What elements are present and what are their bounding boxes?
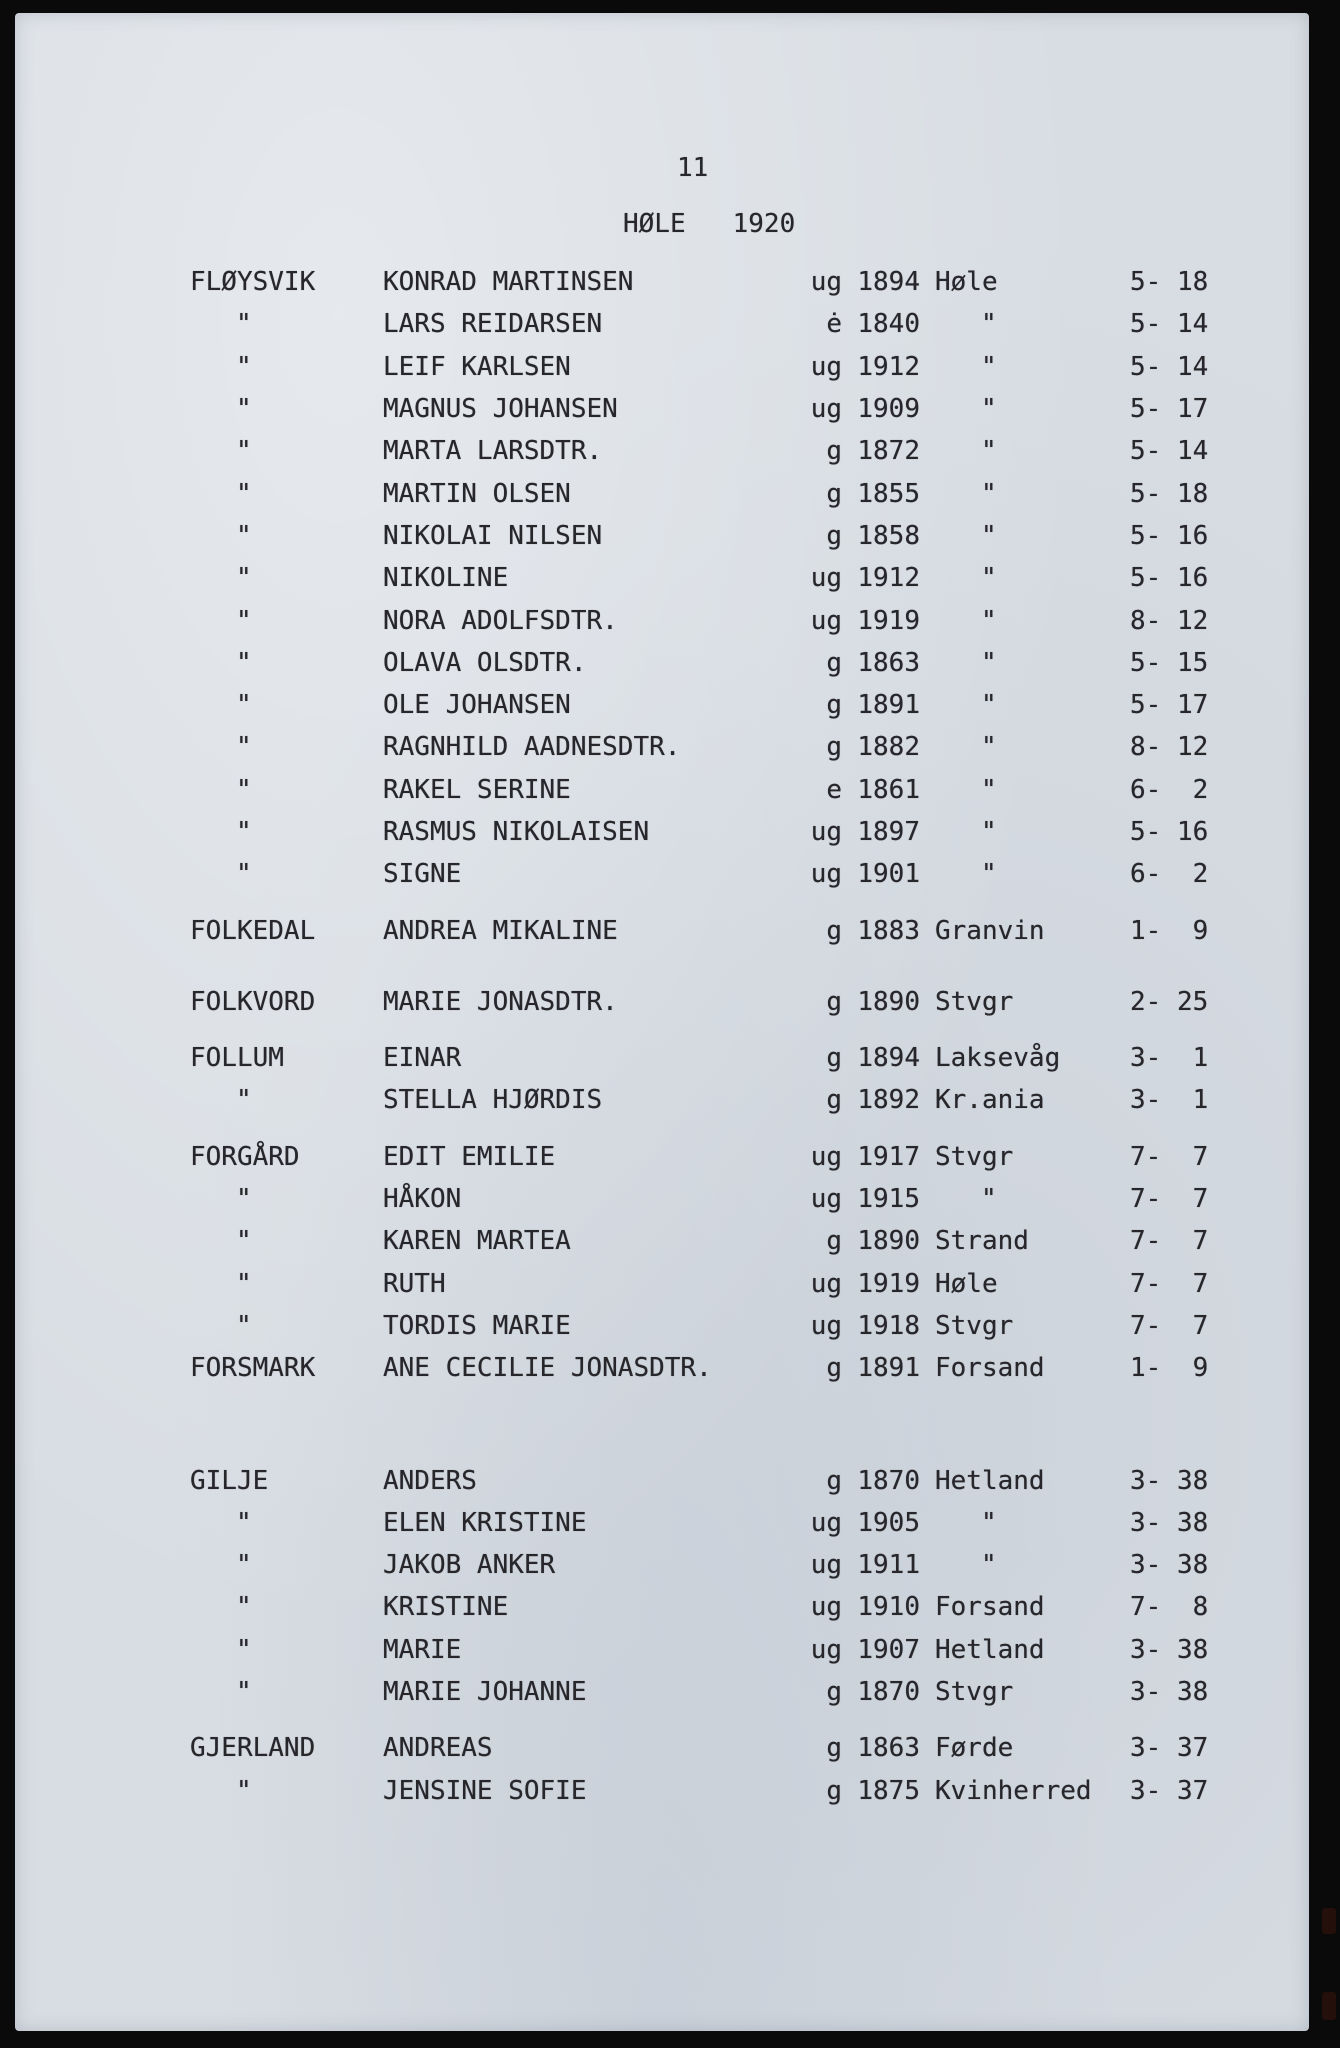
table-row (190, 1305, 1220, 1347)
reference-cell: 5- 18 (1130, 478, 1209, 509)
given-name-cell: RUTH (383, 1268, 446, 1299)
birthplace-cell: " (981, 309, 997, 340)
marital-status-cell: g (826, 1677, 842, 1708)
marital-status-cell: ug (810, 1550, 842, 1581)
reference-cell: 3- 38 (1130, 1465, 1209, 1496)
reference-cell: 3- 37 (1130, 1733, 1209, 1764)
birthplace-cell: " (981, 605, 997, 636)
reference-cell: 7- 7 (1130, 1226, 1209, 1257)
surname-cell: " (236, 1677, 252, 1708)
given-name-cell: ELEN KRISTINE (383, 1507, 587, 1538)
marital-status-cell: ug (810, 1634, 842, 1665)
birthplace-cell: Hetland (935, 1465, 1045, 1496)
given-name-cell: MARIE JONASDTR. (383, 986, 618, 1017)
surname-cell: FOLKVORD (190, 986, 316, 1017)
birth-year-cell: 1894 (857, 267, 920, 298)
birthplace-cell: " (981, 563, 997, 594)
surname-group (190, 981, 1220, 1023)
given-name-cell: ANE CECILIE JONASDTR. (383, 1353, 712, 1384)
marital-status-cell: ug (810, 1507, 842, 1538)
birthplace-cell: Forsand (935, 1353, 1045, 1384)
birth-year-cell: 1855 (857, 478, 920, 509)
surname-cell: " (236, 309, 252, 340)
birth-year-cell: 1863 (857, 647, 920, 678)
given-name-cell: LARS REIDARSEN (383, 309, 603, 340)
surname-cell: FORGÅRD (190, 1141, 300, 1172)
reference-cell: 6- 2 (1130, 859, 1209, 890)
reference-cell: 7- 7 (1130, 1268, 1209, 1299)
table-row (190, 1502, 1220, 1544)
table-row (190, 1220, 1220, 1262)
birth-year-cell: 1917 (857, 1141, 920, 1172)
birthplace-cell: " (981, 690, 997, 721)
birth-year-cell: 1890 (857, 986, 920, 1017)
birth-year-cell: 1897 (857, 817, 920, 847)
marital-status-cell: ug (810, 605, 842, 636)
birth-year-cell: 1861 (857, 774, 920, 805)
given-name-cell: MARTIN OLSEN (383, 478, 571, 509)
table-row (190, 303, 1220, 345)
marital-status-cell: g (826, 1085, 842, 1116)
reference-cell: 5- 15 (1130, 647, 1209, 678)
marital-status-cell: g (826, 520, 842, 551)
reference-cell: 8- 12 (1130, 605, 1209, 636)
marital-status-cell: ug (810, 267, 842, 298)
reference-cell: 8- 12 (1130, 732, 1209, 763)
birth-year-cell: 1911 (857, 1550, 920, 1581)
table-row (190, 1136, 1220, 1178)
given-name-cell: MARIE (383, 1634, 462, 1665)
surname-group (190, 1136, 1220, 1390)
table-row (190, 472, 1220, 514)
birthplace-cell: Kr.ania (935, 1085, 1045, 1116)
birthplace-cell: Stvgr (935, 1141, 1014, 1172)
birthplace-cell: Granvin (935, 915, 1045, 946)
given-name-cell: KAREN MARTEA (383, 1226, 571, 1257)
birthplace-cell: Stvgr (935, 1310, 1014, 1341)
marital-status-cell: g (826, 986, 842, 1017)
table-row (190, 388, 1220, 430)
surname-cell: " (236, 1184, 252, 1215)
marital-status-cell: g (826, 1465, 842, 1496)
given-name-cell: HÅKON (383, 1184, 462, 1215)
binding-mark (1322, 1992, 1336, 2020)
reference-cell: 2- 25 (1130, 986, 1209, 1017)
table-row (190, 599, 1220, 641)
reference-cell: 5- 14 (1130, 436, 1209, 467)
birthplace-cell: " (981, 774, 997, 805)
reference-cell: 7- 7 (1130, 1310, 1209, 1341)
surname-cell: " (236, 1634, 252, 1665)
table-row (190, 557, 1220, 599)
birthplace-cell: " (981, 436, 997, 467)
table-row (190, 1727, 1220, 1769)
birthplace-cell: Høle (935, 267, 998, 298)
marital-status-cell: g (826, 1226, 842, 1257)
surname-group (190, 1727, 1220, 1812)
marital-status-cell: ė (826, 309, 842, 340)
given-name-cell: STELLA HJØRDIS (383, 1085, 603, 1116)
birthplace-cell: " (981, 520, 997, 551)
surname-cell: " (236, 563, 252, 594)
birth-year-cell: 1892 (857, 1085, 920, 1116)
surname-cell: " (236, 1268, 252, 1299)
birthplace-cell: Stvgr (935, 986, 1014, 1017)
table-row (190, 1347, 1220, 1389)
marital-status-cell: ug (810, 1268, 842, 1299)
birthplace-cell: " (981, 647, 997, 678)
page-title-year: 1920 (732, 209, 796, 239)
marital-status-cell: ug (810, 351, 842, 382)
given-name-cell: ANDERS (383, 1465, 477, 1496)
marital-status-cell: g (826, 690, 842, 721)
birth-year-cell: 1858 (857, 520, 920, 551)
reference-cell: 5- 17 (1130, 394, 1209, 425)
marital-status-cell: g (826, 732, 842, 763)
reference-cell: 3- 37 (1130, 1775, 1209, 1806)
page-title (623, 211, 795, 237)
given-name-cell: RAGNHILD AADNESDTR. (383, 732, 681, 763)
surname-cell: " (236, 520, 252, 551)
table-row (190, 981, 1220, 1023)
birthplace-cell: Kvinherred (935, 1775, 1092, 1806)
surname-cell: " (236, 478, 252, 509)
given-name-cell: SIGNE (383, 859, 462, 890)
birthplace-cell: " (981, 859, 997, 890)
binding-mark (1322, 1908, 1336, 1934)
surname-cell: " (236, 1775, 252, 1806)
reference-cell: 5- 14 (1130, 351, 1209, 382)
reference-cell: 7- 7 (1130, 1184, 1209, 1215)
surname-cell: " (236, 436, 252, 467)
surname-group (190, 1459, 1220, 1713)
birth-year-cell: 1919 (857, 605, 920, 636)
surname-cell: " (236, 1085, 252, 1116)
given-name-cell: KONRAD MARTINSEN (383, 267, 634, 298)
page-title-place: HØLE (623, 209, 686, 239)
birthplace-cell: " (981, 1550, 997, 1581)
marital-status-cell: ug (810, 563, 842, 594)
birth-year-cell: 1915 (857, 1184, 920, 1215)
table-row (190, 726, 1220, 768)
reference-cell: 7- 7 (1130, 1141, 1209, 1172)
birthplace-cell: Høle (935, 1268, 998, 1299)
reference-cell: 5- 16 (1130, 520, 1209, 551)
reference-cell: 7- 8 (1130, 1592, 1209, 1623)
surname-cell: FLØYSVIK (190, 267, 316, 298)
given-name-cell: EINAR (383, 1043, 462, 1074)
table-row (190, 1544, 1220, 1586)
table-row (190, 430, 1220, 472)
surname-group (190, 261, 1220, 895)
page-number: 11 (677, 153, 709, 183)
marital-status-cell: ug (810, 1184, 842, 1215)
surname-cell: " (236, 690, 252, 721)
marital-status-cell: g (826, 436, 842, 467)
table-row (190, 769, 1220, 811)
table-row (190, 515, 1220, 557)
marital-status-cell: g (826, 915, 842, 946)
reference-cell: 5- 17 (1130, 690, 1209, 721)
table-row (190, 1263, 1220, 1305)
marital-status-cell: ug (810, 1310, 842, 1341)
marital-status-cell: g (826, 1775, 842, 1806)
reference-cell: 3- 38 (1130, 1634, 1209, 1665)
given-name-cell: EDIT EMILIE (383, 1141, 556, 1172)
given-name-cell: JENSINE SOFIE (383, 1775, 587, 1806)
table-row (190, 684, 1220, 726)
birth-year-cell: 1891 (857, 690, 920, 721)
birth-year-cell: 1872 (857, 436, 920, 467)
birth-year-cell: 1882 (857, 732, 920, 763)
table-row (190, 261, 1220, 303)
table-row (190, 1037, 1220, 1079)
birthplace-cell: " (981, 1507, 997, 1538)
given-name-cell: RAKEL SERINE (383, 774, 571, 805)
birthplace-cell: " (981, 817, 997, 847)
birth-year-cell: 1883 (857, 915, 920, 946)
reference-cell: 5- 18 (1130, 267, 1209, 298)
given-name-cell: RASMUS NIKOLAISEN (383, 817, 650, 847)
birth-year-cell: 1912 (857, 563, 920, 594)
given-name-cell: NIKOLAI NILSEN (383, 520, 603, 551)
reference-cell: 5- 16 (1130, 563, 1209, 594)
marital-status-cell: g (826, 1353, 842, 1384)
reference-cell: 3- 1 (1130, 1085, 1209, 1116)
surname-cell: " (236, 774, 252, 805)
reference-cell: 6- 2 (1130, 774, 1209, 805)
birth-year-cell: 1910 (857, 1592, 920, 1623)
marital-status-cell: ug (810, 817, 842, 847)
birth-year-cell: 1891 (857, 1353, 920, 1384)
birthplace-cell: Forsand (935, 1592, 1045, 1623)
birthplace-cell: " (981, 351, 997, 382)
reference-cell: 3- 38 (1130, 1550, 1209, 1581)
table-row (190, 642, 1220, 684)
surname-cell: GILJE (190, 1465, 269, 1496)
given-name-cell: JAKOB ANKER (383, 1550, 556, 1581)
table-row (190, 909, 1220, 951)
marital-status-cell: g (826, 478, 842, 509)
birth-year-cell: 1863 (857, 1733, 920, 1764)
surname-group (190, 1037, 1220, 1122)
surname-cell: " (236, 1592, 252, 1623)
birthplace-cell: " (981, 1184, 997, 1215)
birthplace-cell: Førde (935, 1733, 1014, 1764)
table-row (190, 1459, 1220, 1501)
birthplace-cell: Strand (935, 1226, 1029, 1257)
given-name-cell: TORDIS MARIE (383, 1310, 571, 1341)
birth-year-cell: 1909 (857, 394, 920, 425)
census-register (190, 261, 1220, 1812)
birth-year-cell: 1840 (857, 309, 920, 340)
given-name-cell: OLE JOHANSEN (383, 690, 571, 721)
surname-cell: " (236, 394, 252, 425)
birth-year-cell: 1870 (857, 1677, 920, 1708)
given-name-cell: NORA ADOLFSDTR. (383, 605, 618, 636)
marital-status-cell: ug (810, 1592, 842, 1623)
given-name-cell: ANDREA MIKALINE (383, 915, 618, 946)
birth-year-cell: 1919 (857, 1268, 920, 1299)
given-name-cell: LEIF KARLSEN (383, 351, 571, 382)
birth-year-cell: 1875 (857, 1775, 920, 1806)
scanned-paper (15, 13, 1309, 2031)
table-row (190, 1586, 1220, 1628)
surname-cell: " (236, 732, 252, 763)
given-name-cell: MARTA LARSDTR. (383, 436, 603, 467)
surname-cell: FOLKEDAL (190, 915, 316, 946)
table-row (190, 1629, 1220, 1671)
marital-status-cell: e (826, 774, 842, 805)
surname-cell: " (236, 817, 252, 847)
marital-status-cell: g (826, 1043, 842, 1074)
birth-year-cell: 1918 (857, 1310, 920, 1341)
table-row (190, 1770, 1220, 1812)
reference-cell: 5- 14 (1130, 309, 1209, 340)
birth-year-cell: 1870 (857, 1465, 920, 1496)
birth-year-cell: 1905 (857, 1507, 920, 1538)
table-row (190, 1079, 1220, 1121)
reference-cell: 3- 38 (1130, 1507, 1209, 1538)
marital-status-cell: ug (810, 1141, 842, 1172)
surname-cell: FORSMARK (190, 1353, 316, 1384)
given-name-cell: NIKOLINE (383, 563, 509, 594)
birthplace-cell: " (981, 732, 997, 763)
birth-year-cell: 1894 (857, 1043, 920, 1074)
birthplace-cell: Stvgr (935, 1677, 1014, 1708)
birthplace-cell: " (981, 394, 997, 425)
given-name-cell: ANDREAS (383, 1733, 493, 1764)
table-row (190, 1178, 1220, 1220)
birthplace-cell: Laksevåg (935, 1043, 1061, 1074)
reference-cell: 5- 16 (1130, 817, 1209, 847)
birthplace-cell: Hetland (935, 1634, 1045, 1665)
surname-group (190, 909, 1220, 951)
marital-status-cell: ug (810, 859, 842, 890)
marital-status-cell: ug (810, 394, 842, 425)
reference-cell: 1- 9 (1130, 915, 1209, 946)
surname-cell: " (236, 647, 252, 678)
surname-cell: " (236, 1550, 252, 1581)
surname-cell: " (236, 1226, 252, 1257)
birth-year-cell: 1901 (857, 859, 920, 890)
given-name-cell: MARIE JOHANNE (383, 1677, 587, 1708)
surname-cell: " (236, 1507, 252, 1538)
given-name-cell: MAGNUS JOHANSEN (383, 394, 618, 425)
table-row (190, 811, 1220, 853)
reference-cell: 1- 9 (1130, 1353, 1209, 1384)
marital-status-cell: g (826, 1733, 842, 1764)
table-row (190, 346, 1220, 388)
birthplace-cell: " (981, 478, 997, 509)
reference-cell: 3- 38 (1130, 1677, 1209, 1708)
birth-year-cell: 1907 (857, 1634, 920, 1665)
table-row (190, 1671, 1220, 1713)
reference-cell: 3- 1 (1130, 1043, 1209, 1074)
surname-cell: FOLLUM (190, 1043, 284, 1074)
surname-cell: GJERLAND (190, 1733, 316, 1764)
marital-status-cell: g (826, 647, 842, 678)
surname-cell: " (236, 1310, 252, 1341)
birth-year-cell: 1890 (857, 1226, 920, 1257)
surname-cell: " (236, 605, 252, 636)
given-name-cell: KRISTINE (383, 1592, 509, 1623)
given-name-cell: OLAVA OLSDTR. (383, 647, 587, 678)
table-row (190, 853, 1220, 895)
surname-cell: " (236, 859, 252, 890)
birth-year-cell: 1912 (857, 351, 920, 382)
surname-cell: " (236, 351, 252, 382)
